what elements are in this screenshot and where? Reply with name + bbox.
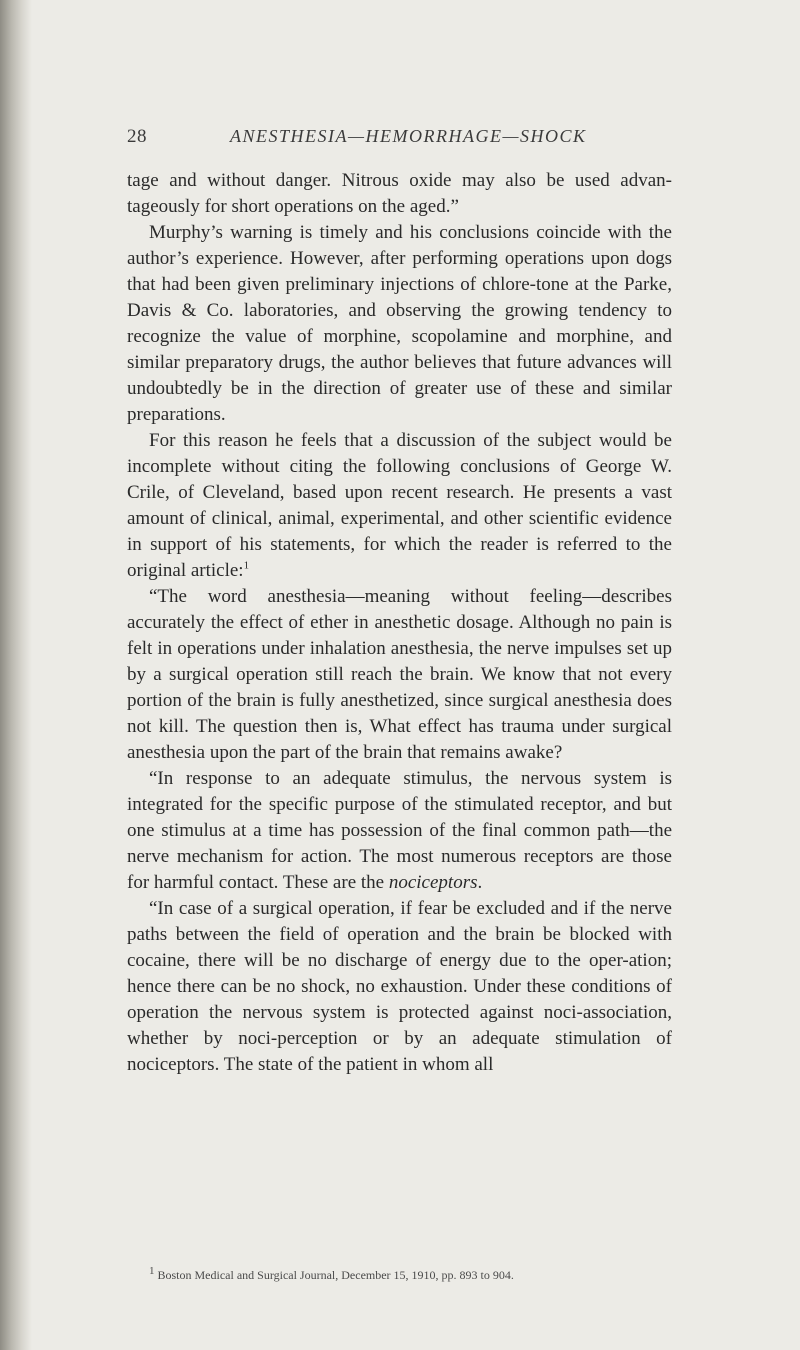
footnote-reference[interactable]: 1 [243, 559, 250, 572]
paragraph-murphy: Murphy’s warning is timely and his conclusions coincide with the author’s experience. However, after performing operations upon dogs that had been given preliminary injections of chlore-tone at the Parke, Davis & Co. laboratories, and observing the growing tendency to recognize the value of morphine, scopolamine and morphine, and similar preparatory drugs, the author believes that future advances will undoubtedly be in the direction of greater use of these and similar preparations. [127, 222, 672, 425]
footnote [127, 1265, 694, 1283]
running-head [0, 126, 800, 156]
footnote-marker: 1 [149, 1265, 155, 1277]
paragraph-crile-intro: For this reason he feels that a discussion of the subject would be incomplete without citing the following conclusions of George W. Crile, of Cleveland, based upon recent research. He presents a vast amount of clinical, animal, experimental, and other scientific evidence in support of his statements, for which the reader is referred to the original article:$^1$ [127, 430, 672, 581]
body-text [127, 168, 672, 1078]
running-title: ANESTHESIA—HEMORRHAGE—SHOCK [230, 126, 587, 146]
footnote-text: Boston Medical and Surgical Journal, December 15, 1910, pp. 893 to 904. [157, 1268, 514, 1282]
paragraph-quote-anesthesia: “The word anesthesia—meaning without feeling—describes accurately the effect of ether in anesthetic dosage. Although no pain is felt in operations under inhalation anesthesia, the nerve impulses set up by a surgical operation still reach the brain. We know that not every portion of the brain is fully anesthetized, since surgical anesthesia does not kill. The question then is, What effect has trauma under surgical anesthesia upon the part of the brain that remains awake? [127, 586, 672, 763]
paragraph-quote-stimulus: “In response to an adequate stimulus, the nervous system is integrated for the specific purpose of the stimulated receptor, and but one stimulus at a time has possession of the final common path—the nerve mechanism for action. The most numerous receptors are those for harmful contact. These are the nociceptors. [127, 768, 672, 893]
paragraph-quote-operation: “In case of a surgical operation, if fear be excluded and if the nerve paths between the field of operation and the brain be blocked with cocaine, there will be no discharge of energy due to the oper-ation; hence there can be no shock, no exhaustion. Under these conditions of operation the nervous system is protected against noci-association, whether by noci-perception or by an adequate stimulation of nociceptors. The state of the patient in whom all [127, 898, 672, 1075]
paragraph-continued: tage and without danger. Nitrous oxide may also be used advan-tageously for short operations on the aged.” [127, 170, 672, 217]
term-nociceptors: nociceptors [388, 872, 478, 893]
page-number: 28 [127, 126, 147, 147]
